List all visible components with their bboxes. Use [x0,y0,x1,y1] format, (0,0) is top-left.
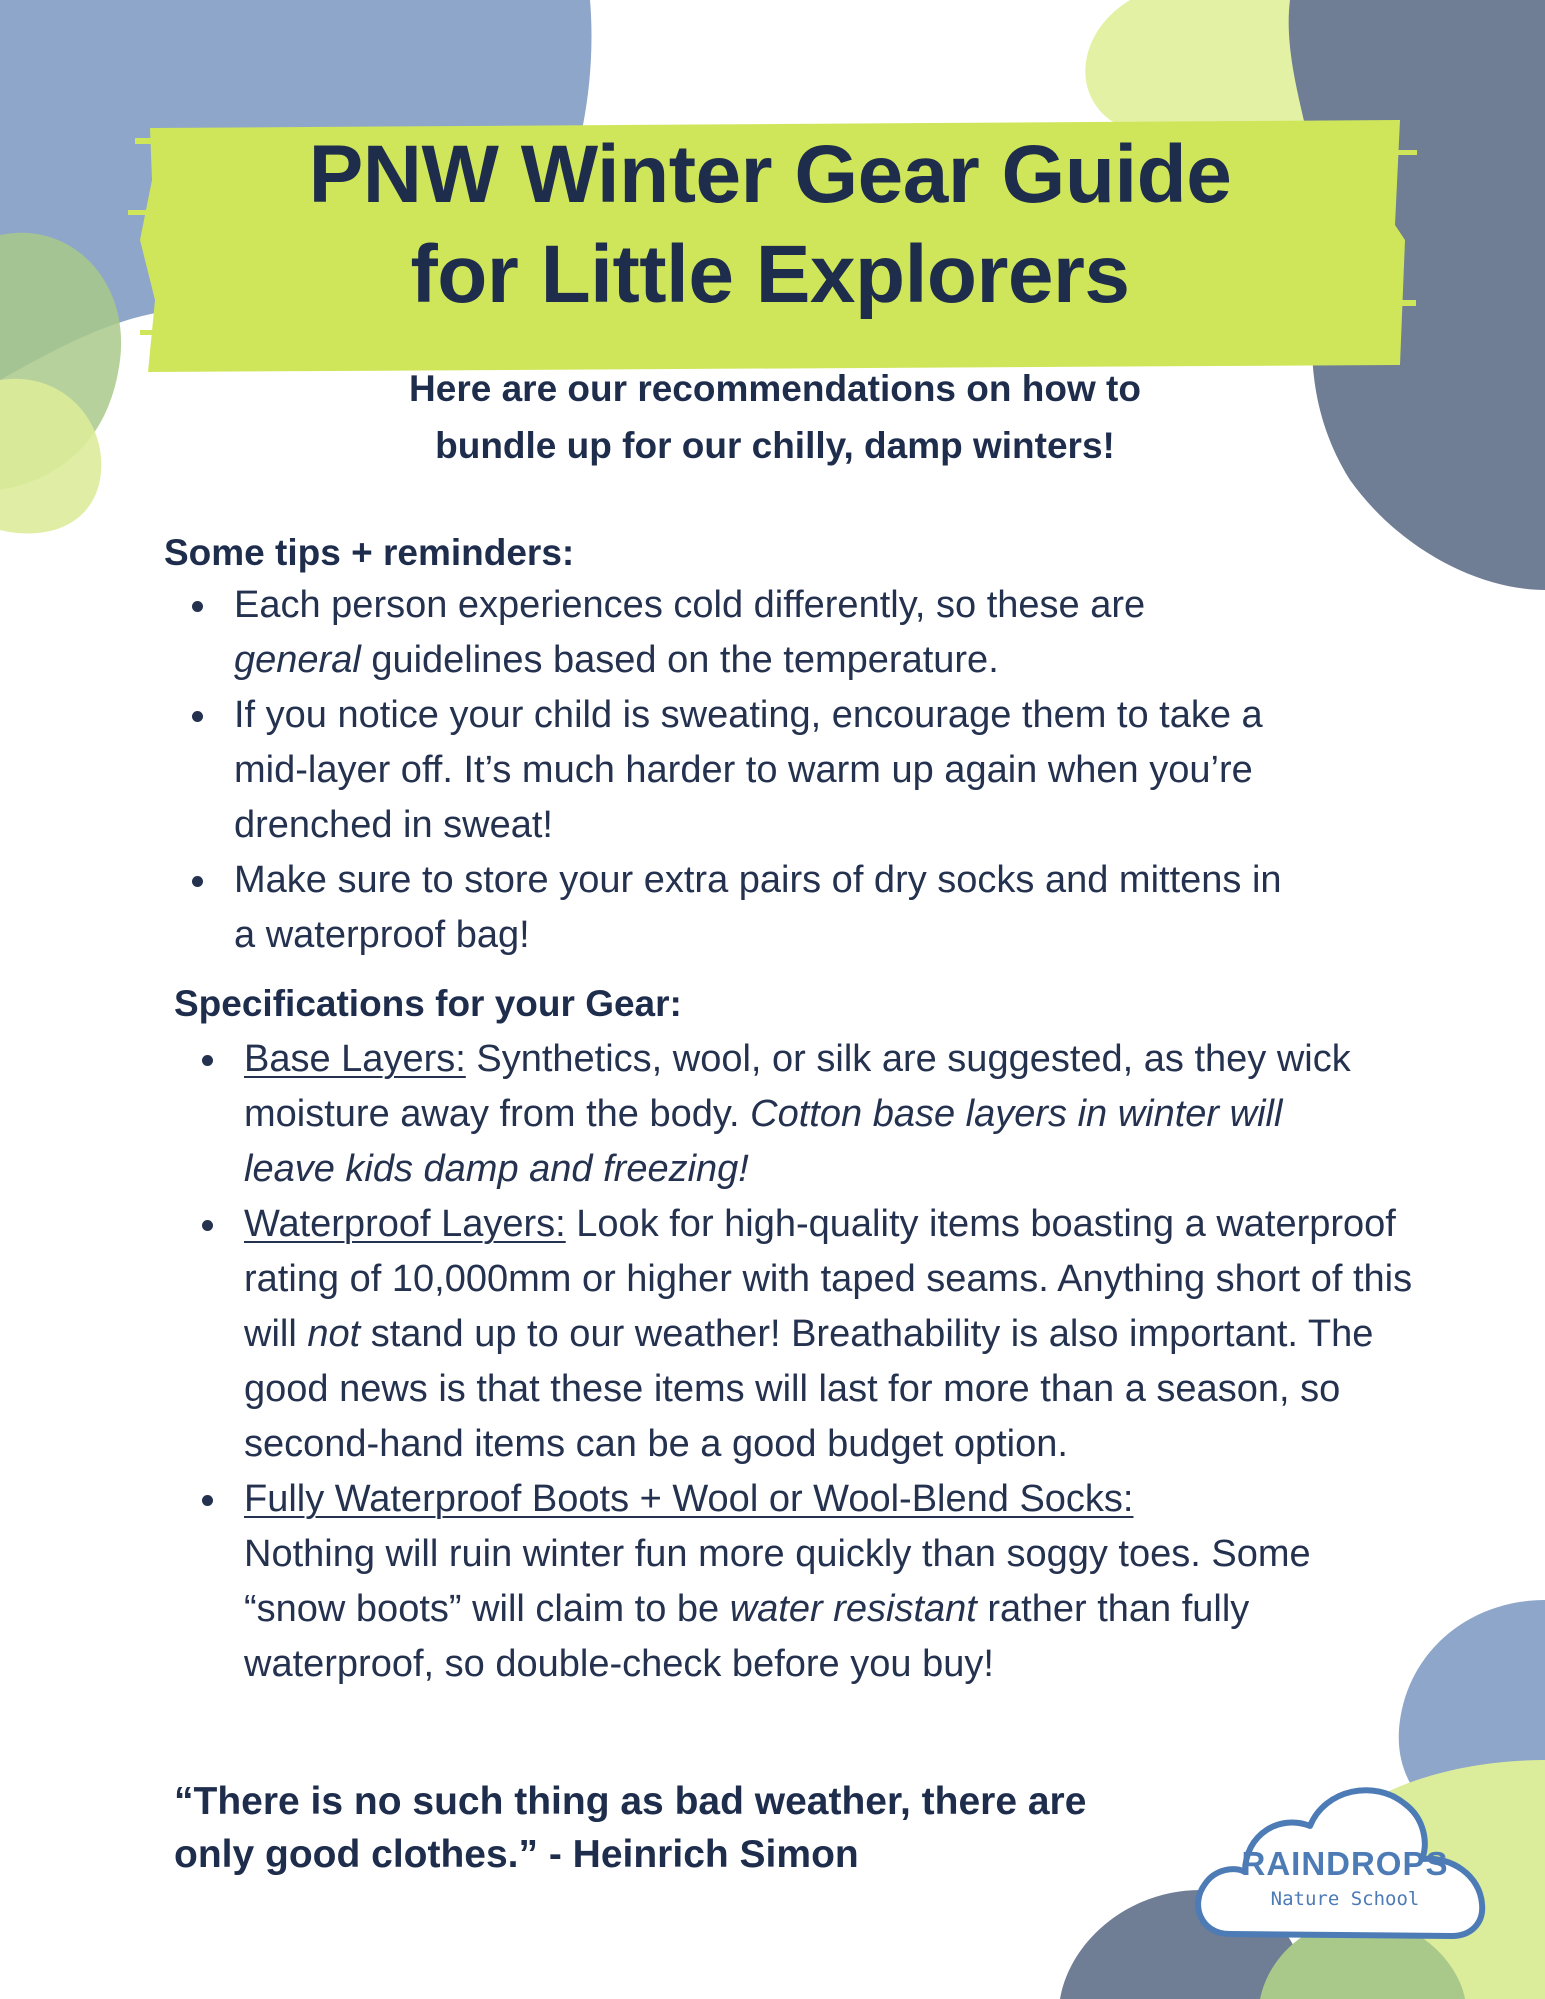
tip-1-text-end: guidelines based on the temperature. [360,639,999,681]
list-item [244,1032,1374,1197]
bullet-icon [192,601,203,612]
tip-3-text: Make sure to store your extra pairs of dry socks and mittens in a waterproof bag! [234,859,1282,956]
spec-2-label: Waterproof Layers: [244,1203,566,1245]
list-item [244,1197,1414,1472]
list-item [244,1472,1414,1692]
spec-1-label: Base Layers: [244,1038,466,1080]
list-item [234,578,1354,688]
spec-1-text: Synthetics, wool, or silk are suggested, as they wick moisture away from the body. [244,1038,1351,1135]
subtitle-line-2: bundle up for our chilly, damp winters! [435,425,1115,466]
specs-list [244,1032,1414,1692]
logo-name: RAINDROPS [1241,1845,1449,1882]
bullet-icon [192,876,203,887]
spec-2-text-end: stand up to our weather! Breathability is also important. The good news is that these items will last for more than a season, so second-hand items can be a good budget option. [244,1313,1374,1465]
quote-line-1: “There is no such thing as bad weather, there are [174,1780,1087,1823]
quote [174,1775,1224,1881]
list-item [234,688,1334,853]
spec-1-italic: Cotton base layers in winter will leave kids damp and freezing! [244,1093,1283,1190]
spec-3-label: Fully Waterproof Boots + Wool or Wool-Blend Socks: [244,1478,1134,1520]
logo-tagline: Nature School [1270,1888,1420,1910]
specs-heading: Specifications for your Gear: [174,983,682,1024]
tips-list [234,578,1354,963]
bullet-icon [202,1220,213,1231]
spec-2-italic: not [307,1313,361,1355]
bullet-icon [192,711,203,722]
tip-2-text: If you notice your child is sweating, encourage them to take a mid-layer off. It’s much harder to warm up again when you’re drenched in sweat! [234,694,1263,846]
list-item [234,853,1294,963]
spec-3-text: Nothing will ruin winter fun more quickly than soggy toes. Some “snow boots” will claim to be [244,1533,1311,1630]
title-line-2: for Little Explorers [410,229,1130,320]
spec-3-text-end: rather than fully waterproof, so double-check before you buy! [244,1588,1250,1685]
subtitle-line-1: Here are our recommendations on how to [409,368,1141,409]
page-title [150,125,1390,325]
subtitle [260,360,1290,474]
tip-1-italic: general [234,639,361,681]
quote-line-2: only good clothes.” - Heinrich Simon [174,1833,859,1876]
tip-1-text: Each person experiences cold differently, so these are [234,584,1146,626]
spec-2-text: Look for high-quality items boasting a waterproof rating of 10,000mm or higher with taped seams. Anything short of this will [244,1203,1413,1355]
tips-heading: Some tips + reminders: [164,532,575,573]
bullet-icon [202,1055,213,1066]
title-line-1: PNW Winter Gear Guide [308,129,1232,220]
spec-3-italic: water resistant [729,1588,977,1630]
bullet-icon [202,1495,213,1506]
